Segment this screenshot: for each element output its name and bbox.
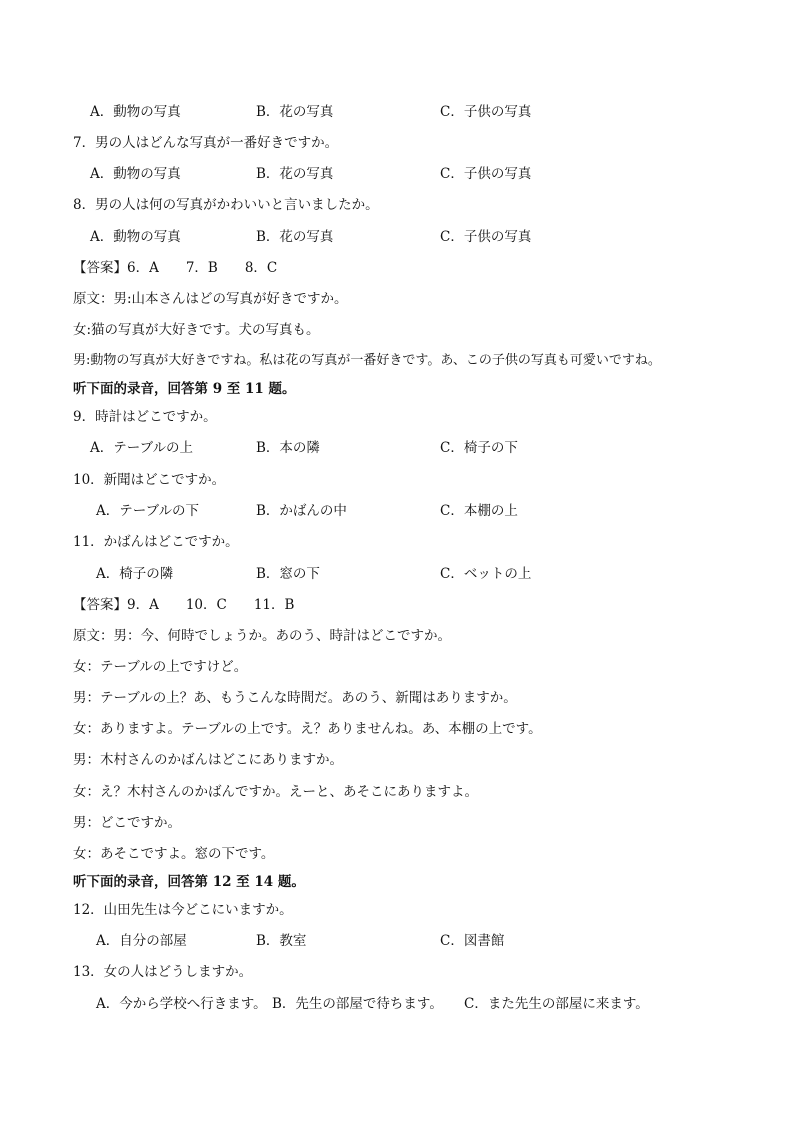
q10-option-c: C．本棚の上 [440,503,518,519]
q12-text: 12．山田先生は今どこにいますか。 [73,902,293,918]
q7-text: 7．男の人はどんな写真が一番好きですか。 [73,135,339,151]
q8-text: 8．男の人は何の写真がかわいいと言いましたか。 [73,197,379,213]
script-9-11-line-2: 女：テーブルの上ですけど。 [73,659,248,675]
q8-option-a: A．動物の写真 [90,229,181,245]
q12-option-c: C．図書館 [440,933,505,949]
q9-text: 9．時計はどこですか。 [73,409,217,425]
q12-option-b: B．教室 [256,933,307,949]
q11-option-b: B．窓の下 [256,566,320,582]
script-6-8-line-1: 原文：男:山本さんはどの写真が好きですか。 [73,291,348,307]
q7-option-b: B．花の写真 [256,166,334,182]
script-9-11-line-5: 男：木村さんのかばんはどこにありますか。 [73,752,343,768]
q13-option-a: A．今から学校へ行きます。 [96,996,267,1012]
script-9-11-line-6: 女：え？木村さんのかばんですか。えーと、あそこにありますよ。 [73,784,478,800]
answer-6-8: 【答案】6．A 7．B 8．C [73,260,278,276]
q12-option-a: A．自分の部屋 [96,933,187,949]
q13-option-c: C．また先生の部屋に来ます。 [464,996,649,1012]
q9-option-c: C．椅子の下 [440,440,518,456]
q10-option-a: A．テーブルの下 [96,503,200,519]
q8-option-c: C．子供の写真 [440,229,532,245]
q13-option-b: B．先生の部屋で待ちます。 [272,996,443,1012]
q9-option-b: B．本の隣 [256,440,320,456]
q11-option-a: A．椅子の隣 [96,566,174,582]
q13-text: 13．女の人はどうしますか。 [73,964,253,980]
q10-text: 10．新聞はどこですか。 [73,472,226,488]
q6-option-b: B．花の写真 [256,104,334,120]
section-heading-9-11: 听下面的录音，回答第 9 至 11 题。 [73,381,296,397]
section-heading-12-14: 听下面的录音，回答第 12 至 14 题。 [73,874,305,890]
q7-option-a: A．動物の写真 [90,166,181,182]
script-9-11-line-1: 原文：男：今、何時でしょうか。あのう、時計はどこですか。 [73,628,451,644]
q6-option-c: C．子供の写真 [440,104,532,120]
q11-text: 11．かばんはどこですか。 [73,534,239,550]
q7-option-c: C．子供の写真 [440,166,532,182]
q10-option-b: B．かばんの中 [256,503,347,519]
q9-option-a: A．テーブルの上 [90,440,194,456]
script-9-11-line-4: 女：ありますよ。テーブルの上です。え？ありませんね。あ、本棚の上です。 [73,721,542,737]
script-9-11-line-7: 男：どこですか。 [73,815,181,831]
q6-option-a: A．動物の写真 [90,104,181,120]
q8-option-b: B．花の写真 [256,229,334,245]
answer-9-11: 【答案】9．A 10．C 11．B [73,597,295,613]
script-6-8-line-3: 男:動物の写真が大好きですね。私は花の写真が一番好きです。あ、この子供の写真も可愛いですね。 [73,353,661,368]
script-9-11-line-3: 男：テーブルの上？あ、もうこんな時間だ。あのう、新聞はありますか。 [73,690,517,706]
q11-option-c: C．ベットの上 [440,566,532,582]
script-9-11-line-8: 女：あそこですよ。窓の下です。 [73,846,275,862]
script-6-8-line-2: 女:猫の写真が大好きです。犬の写真も。 [73,322,320,338]
